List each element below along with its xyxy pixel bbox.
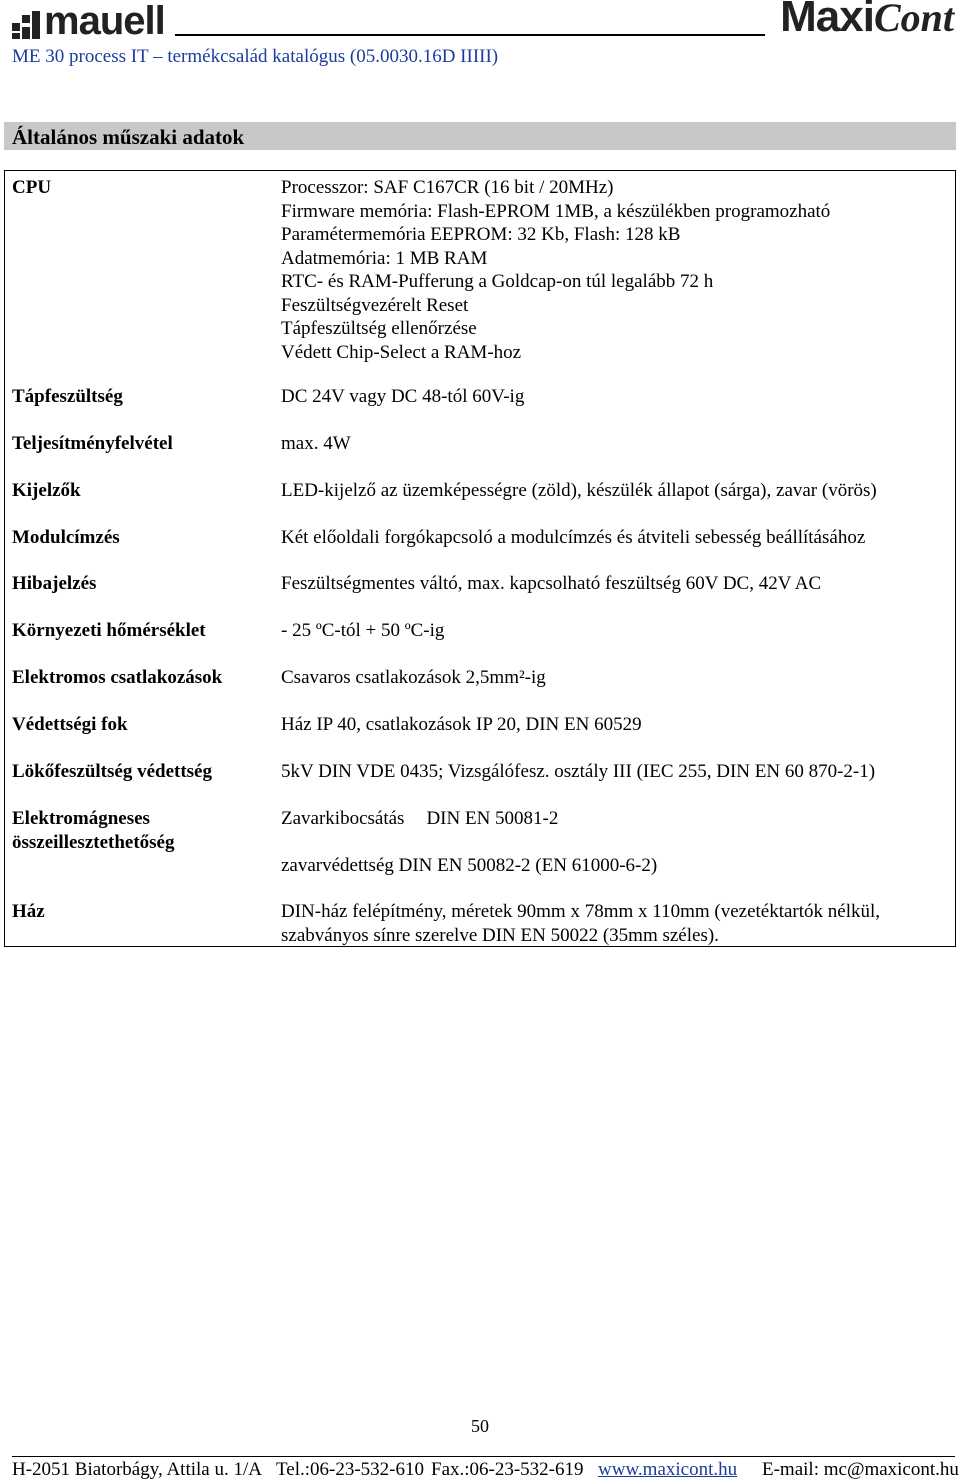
spec-value-line: 5kV DIN VDE 0435; Vizsgálófesz. osztály III (IEC 255, DIN EN 60 870-2-1): [281, 761, 876, 782]
spec-value-line: Ház IP 40, csatlakozások IP 20, DIN EN 60529: [281, 714, 642, 735]
spec-label: Lökőfeszültség védettség: [12, 761, 212, 782]
spec-value-line: LED-kijelző az üzemképességre (zöld), készülék állapot (sárga), zavar (vörös): [281, 480, 877, 501]
spec-label: Elektromos csatlakozások: [12, 667, 223, 688]
spec-value-line: max. 4W: [281, 433, 351, 454]
spec-value-line: Két előoldali forgókapcsoló a modulcímzés és átviteli sebesség beállításához: [281, 527, 866, 548]
spec-label: Hibajelzés: [12, 573, 97, 594]
page-footer: [12, 1459, 959, 1483]
spec-value-line: [281, 807, 951, 831]
spec-value-line: Tápfeszültség ellenőrzése: [281, 318, 477, 339]
spec-label: Teljesítményfelvétel: [12, 433, 173, 454]
footer-tel: Tel.:06-23-532-610: [276, 1459, 425, 1480]
spec-value-line: zavarvédettség DIN EN 50082-2 (EN 61000-6-2): [281, 855, 658, 876]
footer-email: E-mail: mc@maxicont.hu: [762, 1459, 959, 1480]
footer-address: H-2051 Biatorbágy, Attila u. 1/A: [12, 1459, 262, 1480]
spec-value-line: Feszültségmentes váltó, max. kapcsolható feszültség 60V DC, 42V AC: [281, 573, 822, 594]
mauell-logo-text: mauell: [44, 0, 165, 43]
emission-label: Zavarkibocsátás: [281, 808, 405, 829]
spec-value: [281, 807, 951, 878]
spec-label-line: Elektromágneses: [12, 808, 150, 829]
spec-label: [12, 807, 272, 854]
spec-label: Tápfeszültség: [12, 386, 123, 407]
brand-maxi: Maxi: [780, 0, 874, 41]
maxicont-brand: [780, 0, 954, 41]
spec-value-line: Adatmemória: 1 MB RAM: [281, 247, 488, 269]
spec-value-line: Processzor: SAF C167CR (16 bit / 20MHz): [281, 177, 614, 198]
catalog-subtitle: ME 30 process IT – termékcsalád katalógus (05.0030.16D IIIII): [12, 46, 499, 67]
spec-label: Kijelzők: [12, 480, 81, 501]
spec-value: [281, 713, 951, 737]
spec-value-line: DC 24V vagy DC 48-tól 60V-ig: [281, 386, 525, 407]
mauell-logo: [12, 0, 165, 43]
spec-label: Környezeti hőmérséklet: [12, 620, 206, 641]
spec-value-line: szabványos sínre szerelve DIN EN 50022 (35mm széles).: [281, 924, 719, 946]
spec-value: [281, 432, 951, 456]
spec-value: [281, 619, 951, 643]
spec-table: [4, 170, 956, 947]
spec-value: [281, 760, 951, 784]
spec-value-line: DIN-ház felépítmény, méretek 90mm x 78mm x 110mm (vezetéktartók nélkül,: [281, 901, 881, 922]
spec-value: [281, 666, 951, 690]
spec-value-line: RTC- és RAM-Pufferung a Goldcap-on túl legalább 72 h: [281, 271, 714, 292]
spec-value: [281, 479, 951, 503]
spec-label: Modulcímzés: [12, 527, 120, 548]
spec-value: [281, 526, 951, 550]
footer-website-link[interactable]: www.maxicont.hu: [598, 1459, 738, 1480]
spec-label-line: összeillesztethetőség: [12, 831, 175, 853]
spec-value-line: Csavaros csatlakozások 2,5mm²-ig: [281, 667, 546, 688]
section-title: Általános műszaki adatok: [12, 125, 245, 149]
spec-label: Védettségi fok: [12, 714, 128, 735]
spec-value-line: Feszültségvezérelt Reset: [281, 294, 469, 316]
spec-value-line: Védett Chip-Select a RAM-hoz: [281, 341, 522, 363]
spec-value: [281, 385, 951, 409]
header-rule: [175, 34, 765, 36]
footer-rule: [12, 1456, 955, 1457]
footer-fax: Fax.:06-23-532-619: [431, 1459, 584, 1480]
spec-value-line: - 25 ºC-tól + 50 ºC-ig: [281, 620, 445, 641]
spec-value: [281, 572, 951, 596]
spec-value-line: Firmware memória: Flash-EPROM 1MB, a készülékben programozható: [281, 200, 831, 222]
spec-label: CPU: [12, 177, 52, 198]
brand-cont: Cont: [873, 0, 954, 40]
emission-value: DIN EN 50081-2: [426, 808, 559, 829]
spec-value: [281, 176, 951, 364]
section-header-bar: [4, 122, 956, 150]
mauell-logo-mark-icon: [12, 11, 40, 39]
spec-value: [281, 900, 951, 947]
page-number: 50: [471, 1416, 489, 1436]
page-header: [0, 0, 960, 70]
spec-value-line: Paramétermemória EEPROM: 32 Kb, Flash: 128 kB: [281, 224, 681, 245]
spec-label: Ház: [12, 901, 45, 922]
